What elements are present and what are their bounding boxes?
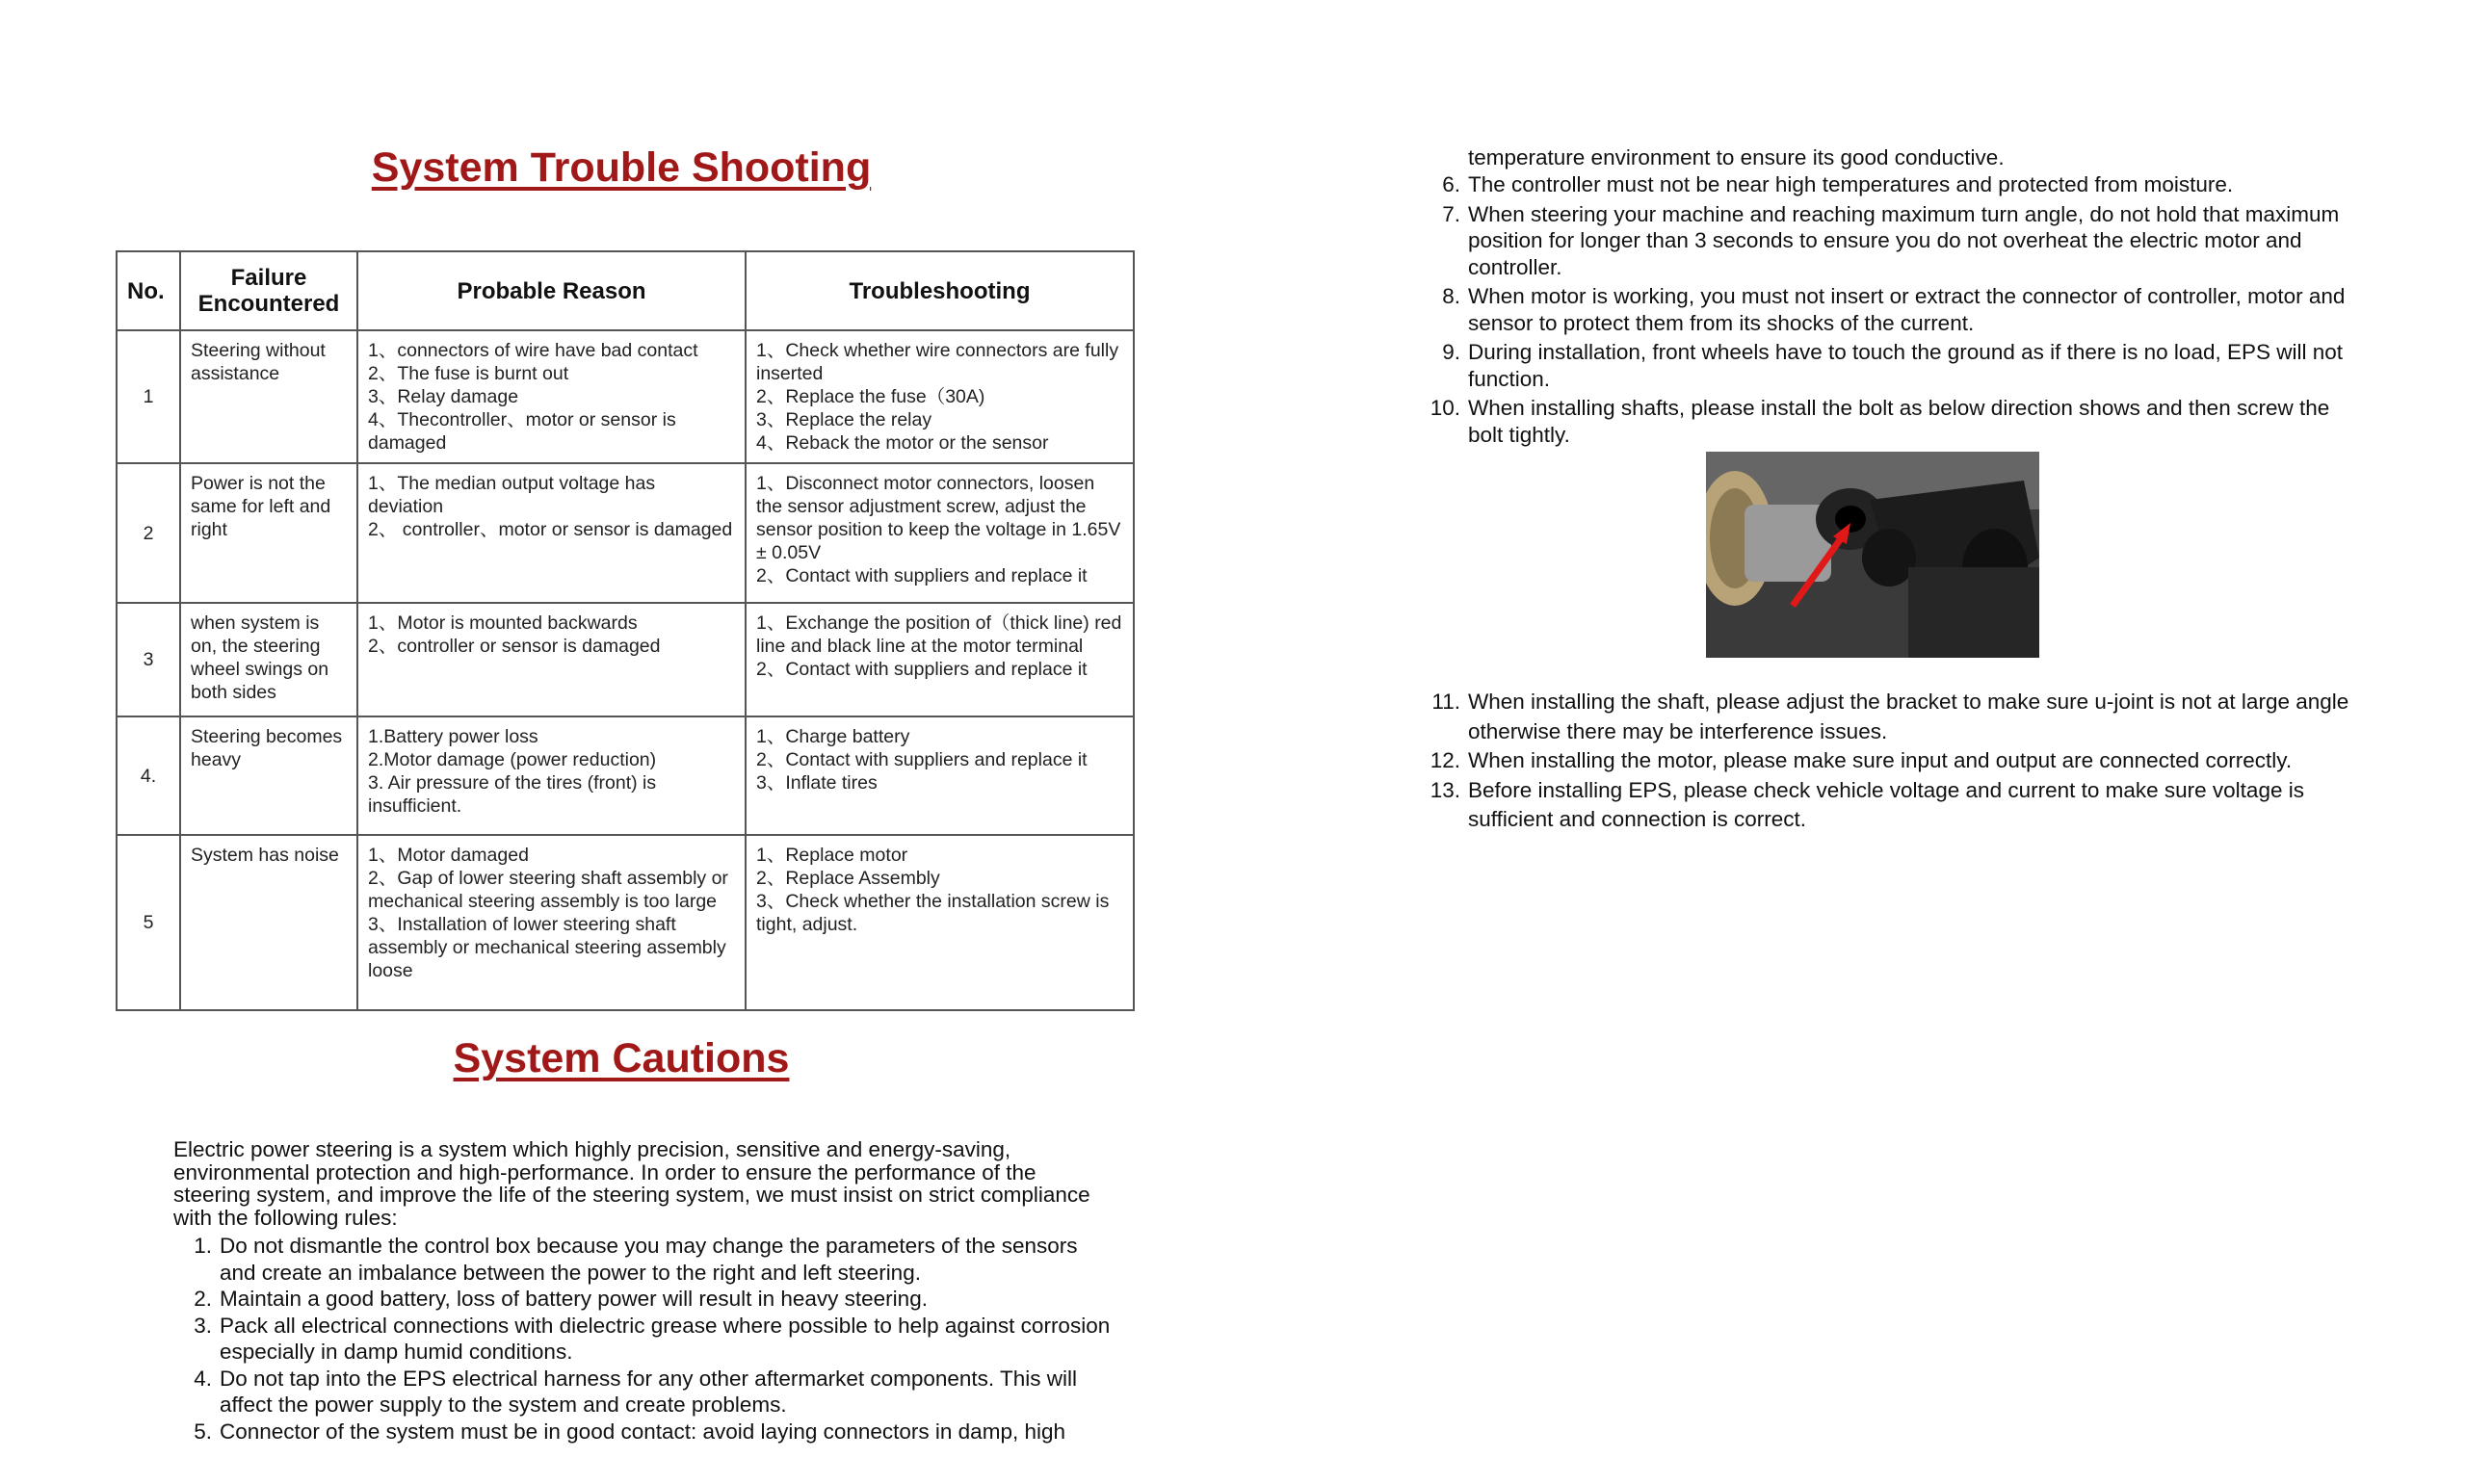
fix-cell bbox=[746, 716, 1134, 835]
reason-item: 3、Installation of lower steering shaft assembly or mechanical steering assembly loose bbox=[368, 914, 726, 981]
item-number: 6. bbox=[1442, 172, 1460, 196]
row-number: 4. bbox=[117, 716, 180, 835]
item-number: 2. bbox=[194, 1287, 212, 1311]
table-row bbox=[117, 603, 1134, 716]
reason-item: 4、Thecontroller、motor or sensor is damaged bbox=[368, 409, 676, 454]
fix-item: 2、Contact with suppliers and replace it bbox=[756, 749, 1088, 770]
row-number: 2 bbox=[117, 463, 180, 603]
item-text: Before installing EPS, please check vehicle voltage and current to make sure voltage is sufficient and connection is correct. bbox=[1468, 777, 2304, 831]
fix-item: 3、Replace the relay bbox=[756, 409, 932, 430]
table-row bbox=[117, 835, 1134, 1010]
reason-item: 1、connectors of wire have bad contact bbox=[368, 340, 698, 361]
header-reason: Probable Reason bbox=[357, 251, 746, 330]
fix-item: 3、Inflate tires bbox=[756, 772, 878, 794]
cautions-continuation: temperature environment to ensure its good conductive. bbox=[1468, 145, 2005, 169]
row-number: 1 bbox=[117, 330, 180, 463]
cautions-title: System Cautions bbox=[453, 1035, 790, 1081]
reason-item: 3、Relay damage bbox=[368, 386, 519, 407]
reason-cell bbox=[357, 463, 746, 603]
fix-item: 2、Replace the fuse（30A) bbox=[756, 386, 985, 407]
reason-item: 2、Gap of lower steering shaft assembly or mechanical steering assembly is too large bbox=[368, 868, 728, 912]
fix-cell bbox=[746, 835, 1134, 1010]
reason-cell bbox=[357, 603, 746, 716]
u-joint-illustration bbox=[1706, 452, 2039, 658]
cautions-intro: Electric power steering is a system which highly precision, sensitive and energy-saving, environmental protection and high-performance. In order to ensure the performance of the steering system, and improve the life of the steering system, we must insist on strict compliance with the following rules: bbox=[173, 1137, 1090, 1230]
item-number: 13. bbox=[1430, 777, 1460, 802]
table-row bbox=[117, 330, 1134, 463]
fix-item: 1、Charge battery bbox=[756, 726, 910, 747]
item-number: 10. bbox=[1430, 396, 1460, 420]
fix-item: 2、Replace Assembly bbox=[756, 868, 940, 889]
list-item bbox=[1422, 395, 2366, 448]
list-item bbox=[173, 1233, 1117, 1286]
list-item bbox=[1422, 688, 2366, 746]
list-item bbox=[173, 1313, 1117, 1366]
list-item bbox=[173, 1366, 1117, 1419]
fix-item: 1、Check whether wire connectors are fully inserted bbox=[756, 340, 1119, 384]
trouble-shooting-title: System Trouble Shooting bbox=[371, 144, 872, 191]
list-item bbox=[1422, 339, 2366, 392]
item-text: Do not dismantle the control box because you may change the parameters of the sensors and create an imbalance between the power to the right and left steering. bbox=[220, 1234, 1078, 1285]
trouble-shooting-table bbox=[116, 250, 1135, 1011]
item-text: Do not tap into the EPS electrical harness for any other aftermarket components. This will affect the power supply to the system and create problems. bbox=[220, 1366, 1078, 1417]
table-row bbox=[117, 463, 1134, 603]
item-text: When steering your machine and reaching maximum turn angle, do not hold that maximum position for longer than 3 seconds to ensure you do not overheat the electric motor and controller. bbox=[1468, 201, 2340, 279]
table-row bbox=[117, 716, 1134, 835]
item-number: 12. bbox=[1430, 748, 1460, 772]
item-text: Pack all electrical connections with dielectric grease where possible to help against corrosion especially in damp humid conditions. bbox=[220, 1313, 1111, 1364]
cautions-list bbox=[173, 1233, 1117, 1445]
fix-item: 2、Contact with suppliers and replace it bbox=[756, 659, 1088, 680]
reason-item: 2.Motor damage (power reduction) bbox=[368, 749, 657, 770]
reason-cell bbox=[357, 330, 746, 463]
reason-item: 1、The median output voltage has deviation bbox=[368, 473, 656, 517]
item-text: When installing the shaft, please adjust the bracket to make sure u-joint is not at large angle otherwise there may be interference issues. bbox=[1468, 690, 2349, 743]
failure-cell: System has noise bbox=[180, 835, 357, 1010]
list-item bbox=[1422, 283, 2366, 336]
fix-item: 2、Contact with suppliers and replace it bbox=[756, 565, 1088, 586]
item-number: 4. bbox=[194, 1366, 212, 1391]
fix-item: 1、Disconnect motor connectors, loosen the sensor adjustment screw, adjust the sensor position to keep the voltage in 1.65V ± 0.05V bbox=[756, 473, 1121, 563]
fix-item: 4、Reback the motor or the sensor bbox=[756, 432, 1049, 454]
fix-cell bbox=[746, 330, 1134, 463]
header-failure: Failure Encountered bbox=[180, 251, 357, 330]
row-number: 5 bbox=[117, 835, 180, 1010]
fix-item: 3、Check whether the installation screw is tight, adjust. bbox=[756, 891, 1110, 935]
item-number: 1. bbox=[194, 1234, 212, 1258]
item-number: 11. bbox=[1431, 690, 1460, 714]
fix-item: 1、Exchange the position of（thick line) red line and black line at the motor terminal bbox=[756, 612, 1122, 657]
item-text: Connector of the system must be in good contact: avoid laying connectors in damp, high bbox=[220, 1419, 1065, 1444]
item-number: 7. bbox=[1442, 201, 1460, 226]
cautions-list-final bbox=[1422, 688, 2366, 835]
item-text: During installation, front wheels have to touch the ground as if there is no load, EPS will not function. bbox=[1468, 340, 2344, 391]
reason-item: 2、 controller、motor or sensor is damaged bbox=[368, 519, 733, 540]
reason-item: 1、Motor damaged bbox=[368, 845, 529, 866]
list-item bbox=[1422, 171, 2366, 198]
reason-cell bbox=[357, 835, 746, 1010]
reason-item: 1.Battery power loss bbox=[368, 726, 538, 747]
item-text: The controller must not be near high temperatures and protected from moisture. bbox=[1468, 172, 2234, 196]
item-number: 5. bbox=[194, 1419, 212, 1444]
item-number: 3. bbox=[194, 1313, 212, 1338]
row-number: 3 bbox=[117, 603, 180, 716]
fix-cell bbox=[746, 603, 1134, 716]
reason-item: 1、Motor is mounted backwards bbox=[368, 612, 638, 634]
header-troubleshooting: Troubleshooting bbox=[746, 251, 1134, 330]
list-item bbox=[1422, 746, 2366, 776]
reason-item: 3. Air pressure of the tires (front) is insufficient. bbox=[368, 772, 657, 817]
list-item bbox=[173, 1419, 1117, 1445]
failure-cell: Steering becomes heavy bbox=[180, 716, 357, 835]
reason-item: 2、controller or sensor is damaged bbox=[368, 636, 661, 657]
item-number: 9. bbox=[1442, 340, 1460, 364]
failure-cell: when system is on, the steering wheel swings on both sides bbox=[180, 603, 357, 716]
list-item bbox=[1422, 776, 2366, 835]
item-text: When installing shafts, please install the bolt as below direction shows and then screw the bolt tightly. bbox=[1468, 396, 2330, 447]
item-number: 8. bbox=[1442, 284, 1460, 308]
fix-cell bbox=[746, 463, 1134, 603]
failure-cell: Steering without assistance bbox=[180, 330, 357, 463]
item-text: Maintain a good battery, loss of battery power will result in heavy steering. bbox=[220, 1287, 928, 1311]
header-no: No. bbox=[117, 251, 180, 330]
item-text: When motor is working, you must not insert or extract the connector of controller, motor and sensor to protect them from its shocks of the current. bbox=[1468, 284, 2346, 335]
failure-cell: Power is not the same for left and right bbox=[180, 463, 357, 603]
cautions-list-continued bbox=[1422, 171, 2366, 451]
fix-item: 1、Replace motor bbox=[756, 845, 908, 866]
item-text: When installing the motor, please make sure input and output are connected correctly. bbox=[1468, 748, 2293, 772]
list-item bbox=[173, 1286, 1117, 1313]
reason-item: 2、The fuse is burnt out bbox=[368, 363, 569, 384]
shaft-bolt-photo bbox=[1706, 452, 2039, 658]
list-item bbox=[1422, 201, 2366, 281]
reason-cell bbox=[357, 716, 746, 835]
